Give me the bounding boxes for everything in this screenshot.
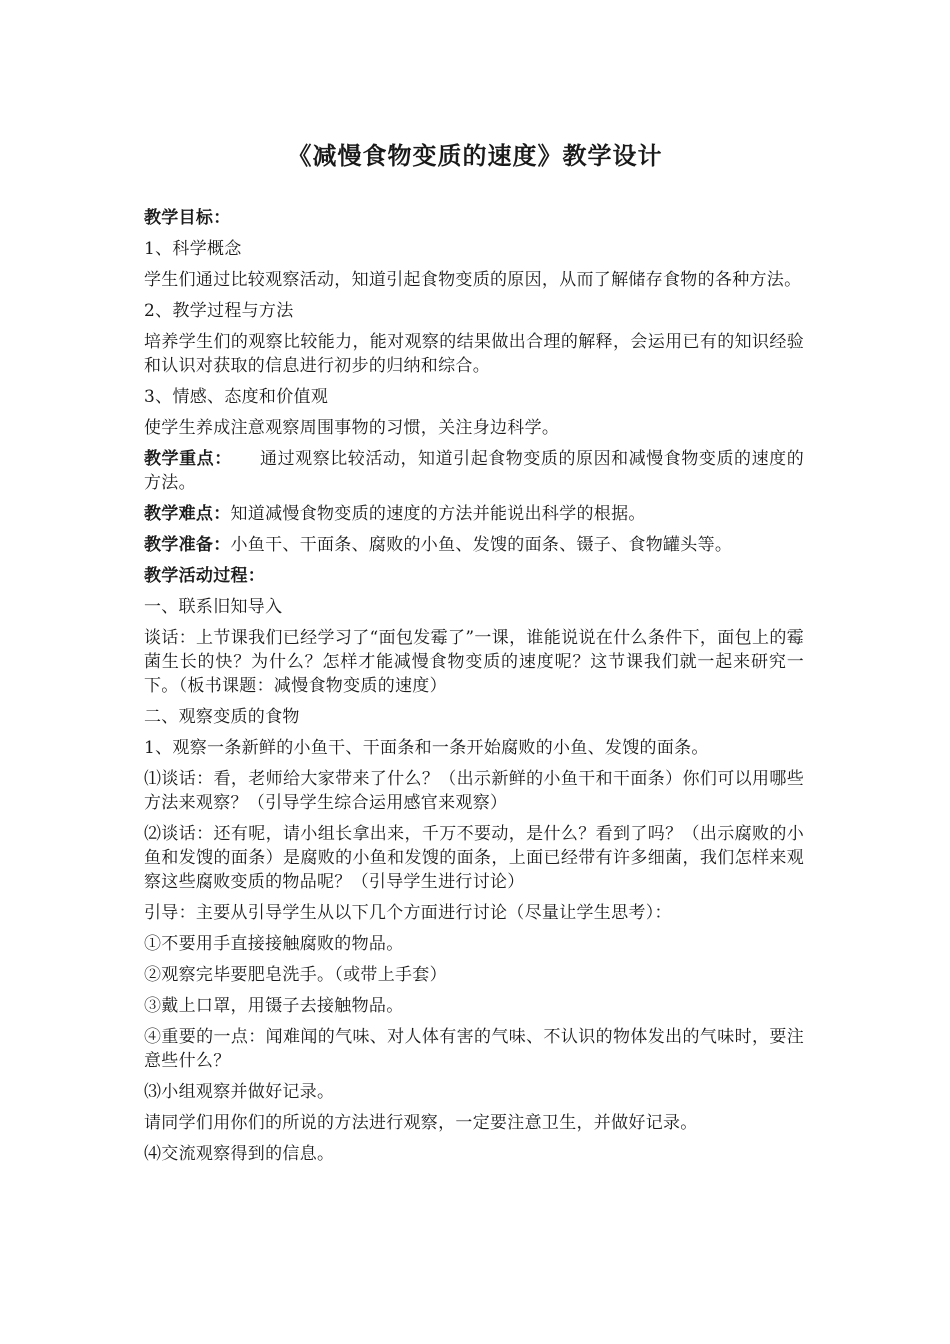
- section-2-heading: 二、观察变质的食物: [144, 707, 300, 727]
- step-1: 1、观察一条新鲜的小鱼干、干面条和一条开始腐败的小鱼、发馊的面条。: [144, 738, 709, 758]
- objective-2-heading: 2、教学过程与方法: [144, 301, 294, 321]
- section-1-text: 谈话：上节课我们已经学习了“面包发霉了”一课，谁能说说在什么条件下，面包上的霉菌生长的快？为什么？怎样才能减慢食物变质的速度呢？这节课我们就一起来研究一下。（板书课题：减慢食物变质的速度）: [144, 628, 804, 696]
- preparation-paragraph: [144, 533, 804, 557]
- guide-point-2: ②观察完毕要肥皂洗手。（或带上手套）: [144, 965, 447, 985]
- difficulty-label: 教学难点：: [144, 504, 231, 524]
- objective-1-text: 学生们通过比较观察活动，知道引起食物变质的原因，从而了解储存食物的各种方法。: [144, 270, 802, 290]
- objective-2-text: 培养学生们的观察比较能力，能对观察的结果做出合理的解释，会运用已有的知识经验和认识对获取的信息进行初步的归纳和综合。: [144, 332, 804, 376]
- key-point-paragraph: [144, 447, 804, 495]
- difficulty-paragraph: [144, 502, 804, 526]
- difficulty-text: 知道减慢食物变质的速度的方法并能说出科学的根据。: [230, 504, 646, 524]
- sub-step-1: ⑴谈话：看，老师给大家带来了什么？（出示新鲜的小鱼干和干面条）你们可以用哪些方法来观察？（引导学生综合运用感官来观察）: [144, 769, 804, 813]
- preparation-label: 教学准备：: [144, 535, 231, 555]
- process-heading: 教学活动过程：: [144, 566, 266, 586]
- page-title: 《减慢食物变质的速度》教学设计: [287, 141, 663, 170]
- sub-step-2: ⑵谈话：还有呢，请小组长拿出来，千万不要动，是什么？看到了吗？（出示腐败的小鱼和发馊的面条）是腐败的小鱼和发馊的面条，上面已经带有许多细菌，我们怎样来观察这些腐败变质的物品呢？（引导学生进行讨论）: [144, 824, 804, 892]
- guide-point-1: ①不要用手直接接触腐败的物品。: [144, 934, 404, 954]
- sub-step-3: ⑶小组观察并做好记录。: [144, 1082, 335, 1102]
- objective-1-heading: 1、科学概念: [144, 239, 242, 259]
- objectives-heading: 教学目标：: [144, 208, 231, 228]
- key-point-label: 教学重点：: [144, 449, 232, 469]
- key-point-text: 通过观察比较活动，知道引起食物变质的原因和减慢食物变质的速度的方法。: [144, 449, 804, 493]
- preparation-text: 小鱼干、干面条、腐败的小鱼、发馊的面条、镊子、食物罐头等。: [230, 535, 733, 555]
- objective-3-heading: 3、情感、态度和价值观: [144, 387, 329, 407]
- objective-3-text: 使学生养成注意观察周围事物的习惯，关注身边科学。: [144, 418, 560, 438]
- sub-step-4: ⑷交流观察得到的信息。: [144, 1144, 335, 1164]
- guide-text: 引导：主要从引导学生从以下几个方面进行讨论（尽量让学生思考）：: [144, 903, 672, 923]
- section-1-heading: 一、联系旧知导入: [144, 597, 283, 617]
- document-body: [144, 206, 804, 1173]
- sub-step-3-text: 请同学们用你们的所说的方法进行观察，一定要注意卫生，并做好记录。: [144, 1113, 698, 1133]
- guide-point-3: ③戴上口罩，用镊子去接触物品。: [144, 996, 404, 1016]
- guide-point-4: ④重要的一点：闻难闻的气味、对人体有害的气味、不认识的物体发出的气味时，要注意些什么？: [144, 1027, 804, 1071]
